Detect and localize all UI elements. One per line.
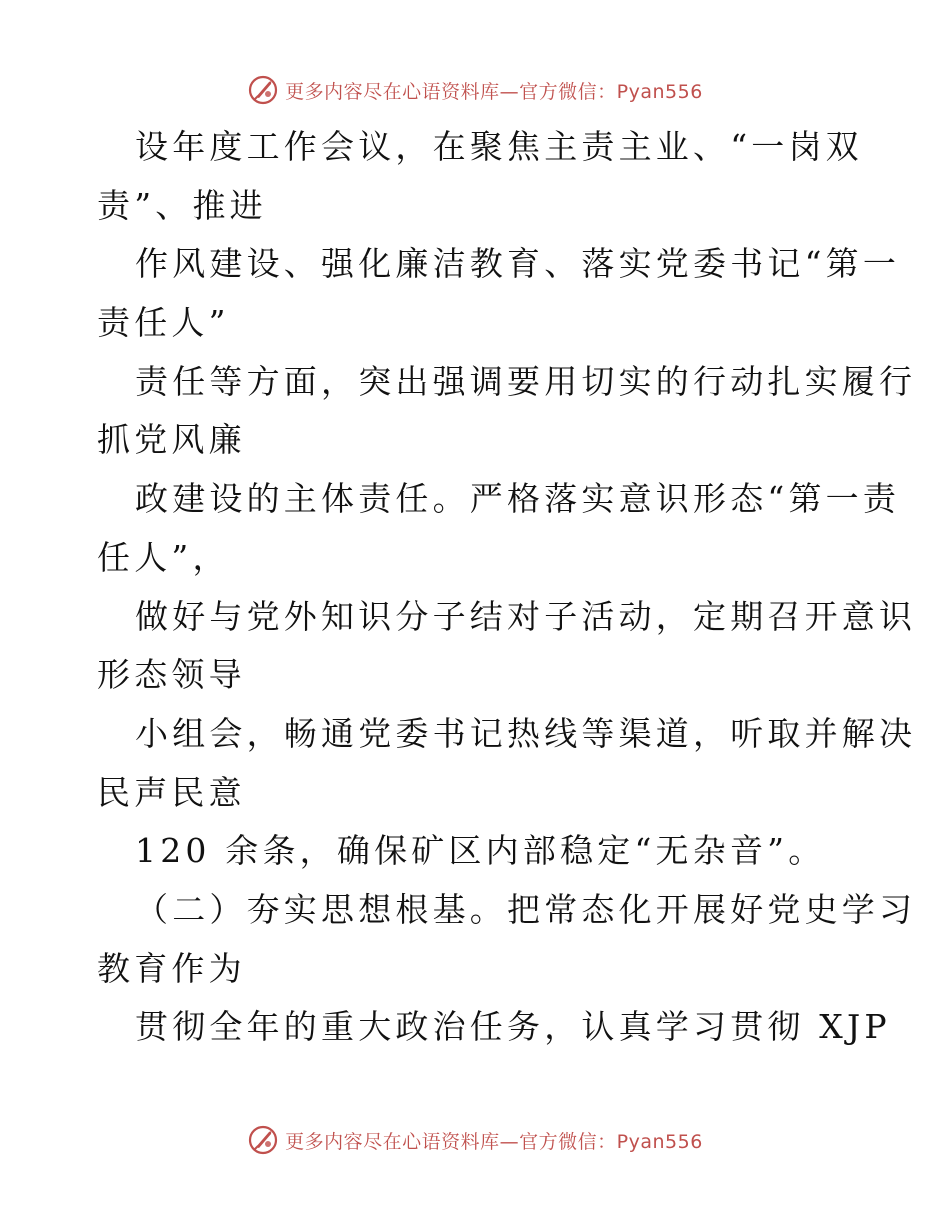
quill-logo-icon [247,74,279,106]
header-watermark [0,70,950,110]
text-line: 小组会，畅通党委书记热线等渠道，听取并解决 [135,713,917,753]
text-line: 形态领导 [97,655,246,695]
text-line: 民声民意 [97,772,246,812]
footer-watermark-inner [247,1124,703,1156]
footer-watermark-text: 更多内容尽在心语资料库—官方微信：Pyan556 [285,1130,703,1153]
text-line: （二）夯实思想根基。把常态化开展好党史学习 [135,889,917,929]
text-line: 做好与党外知识分子结对子活动，定期召开意识 [135,596,917,636]
header-watermark-inner [247,74,703,106]
text-line: 设年度工作会议，在聚焦主责主业、“一岗双 [135,127,863,166]
quill-logo-icon [247,1124,279,1156]
text-line: 任人”， [97,537,230,577]
text-line: 抓党风廉 [97,420,246,460]
text-line: 责”、推进 [97,185,267,225]
document-body [97,118,917,1057]
footer-watermark [0,1120,950,1160]
text-line: 责任等方面，突出强调要用切实的行动扎实履行 [135,361,917,401]
text-line: 政建设的主体责任。严格落实意识形态“第一责 [135,479,901,519]
text-line: 作风建设、强化廉洁教育、落实党委书记“第一 [135,244,901,284]
text-line: 教育作为 [97,948,246,988]
header-watermark-text: 更多内容尽在心语资料库—官方微信：Pyan556 [285,80,703,103]
text-line: 120 余条，确保矿区内部稳定“无杂音”。 [135,831,826,871]
text-line: 责任人” [97,303,230,343]
text-line: 贯彻全年的重大政治任务，认真学习贯彻 XJP [135,1007,891,1047]
